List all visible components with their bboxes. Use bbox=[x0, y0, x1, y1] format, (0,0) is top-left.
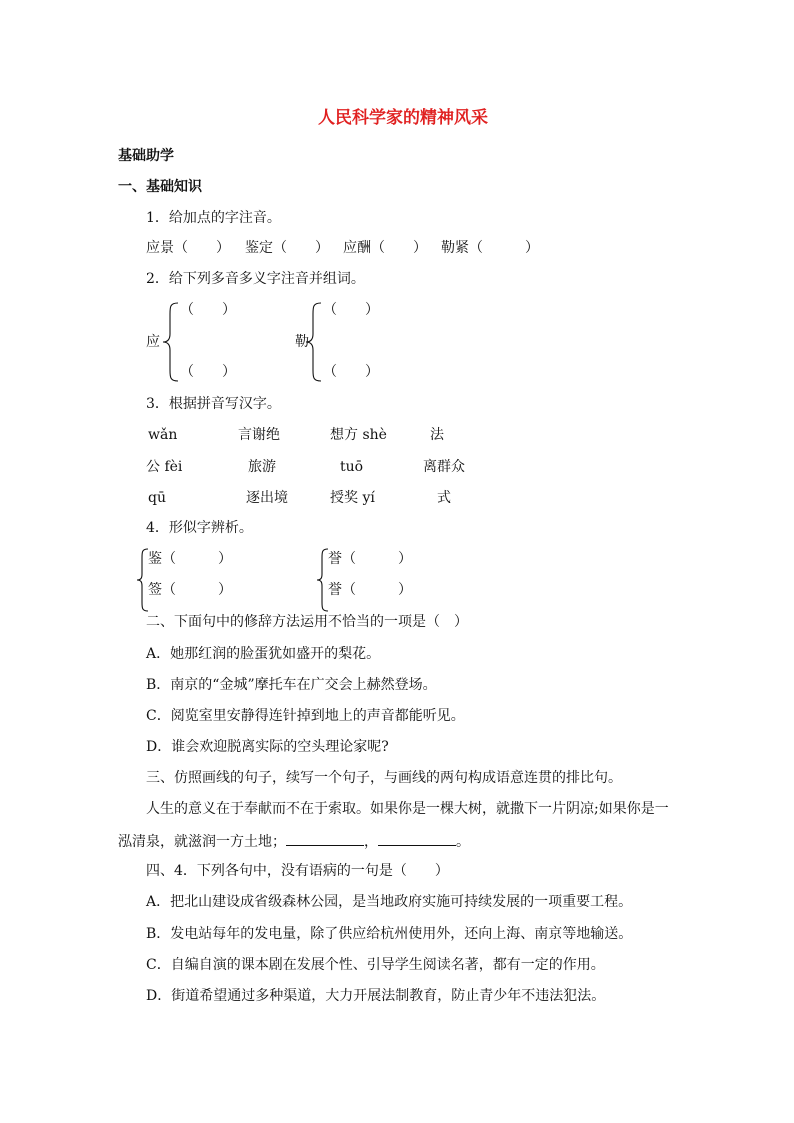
q3-cell: 法 bbox=[430, 427, 444, 443]
option-c: C．阅览室里安静得连针掉到地上的声音都能听见。 bbox=[146, 708, 465, 724]
q3-cell: 旅游 bbox=[248, 459, 276, 475]
part3-heading: 三、仿照画线的句子，续写一个句子，与画线的两句构成语意连贯的排比句。 bbox=[146, 770, 622, 786]
answer-blank[interactable] bbox=[286, 832, 364, 846]
option-b: B．南京的“金城”摩托车在广交会上赫然登场。 bbox=[146, 677, 437, 693]
q2-paren: （ ） bbox=[180, 364, 236, 380]
q4-item: 誉（ ） bbox=[328, 551, 412, 567]
brace-icon bbox=[305, 302, 323, 382]
q3-cell: 式 bbox=[437, 490, 451, 506]
part3-line2-text: 泓清泉，就滋润一方土地； bbox=[118, 834, 286, 850]
end-mark: 。 bbox=[456, 834, 470, 850]
part3-line1: 人生的意义在于奉献而不在于索取。如果你是一棵大树，就撒下一片阴凉;如果你是一 bbox=[146, 801, 669, 817]
q3-cell: qū bbox=[148, 490, 166, 506]
q4-prompt: 4．形似字辨析。 bbox=[146, 520, 253, 536]
q3-cell: 授奖 yí bbox=[330, 490, 375, 506]
q3-prompt: 3．根据拼音写汉字。 bbox=[146, 396, 281, 412]
separator: ， bbox=[364, 834, 378, 850]
q2-prompt: 2．给下列多音多义字注音并组词。 bbox=[146, 271, 365, 287]
q2-char: 应 bbox=[146, 334, 160, 350]
part1-heading: 一、基础知识 bbox=[118, 179, 202, 195]
q4-item: 誉（ ） bbox=[328, 582, 412, 598]
q2-char: 勒 bbox=[295, 334, 309, 350]
q3-cell: tuō bbox=[340, 459, 364, 475]
q3-cell: 想方 shè bbox=[330, 427, 387, 443]
option-d: D．谁会欢迎脱离实际的空头理论家呢? bbox=[146, 739, 389, 755]
part4-heading: 四、4．下列各句中，没有语病的一句是（ ） bbox=[146, 863, 449, 879]
option-d: D．街道希望通过多种渠道，大力开展法制教育，防止青少年不违法犯法。 bbox=[146, 988, 606, 1004]
q1-item: 鉴定（ ） bbox=[245, 240, 329, 256]
q3-cell: 逐出境 bbox=[246, 490, 288, 506]
option-c: C．自编自演的课本剧在发展个性、引导学生阅读名著，都有一定的作用。 bbox=[146, 957, 605, 973]
answer-blank[interactable] bbox=[378, 832, 456, 846]
option-a: A．把北山建设成省级森林公园，是当地政府实施可持续发展的一项重要工程。 bbox=[146, 894, 633, 910]
brace-icon bbox=[162, 302, 180, 382]
q4-item: 签（ ） bbox=[148, 582, 232, 598]
q2-paren: （ ） bbox=[323, 364, 379, 380]
q3-cell: 公 fèi bbox=[146, 459, 183, 475]
q3-cell: 言谢绝 bbox=[238, 427, 280, 443]
option-b: B．发电站每年的发电量，除了供应给杭州使用外，还向上海、南京等地输送。 bbox=[146, 926, 633, 942]
q1-item: 应酬（ ） bbox=[343, 240, 427, 256]
page-title: 人民科学家的精神风采 bbox=[318, 108, 488, 128]
q2-paren: （ ） bbox=[180, 302, 236, 318]
q3-cell: 离群众 bbox=[423, 459, 465, 475]
q1-prompt: 1．给加点的字注音。 bbox=[146, 210, 281, 226]
q3-cell: wǎn bbox=[148, 427, 178, 443]
section-heading: 基础助学 bbox=[118, 148, 174, 164]
q1-item: 应景（ ） bbox=[146, 240, 230, 256]
q2-paren: （ ） bbox=[323, 302, 379, 318]
option-a: A．她那红润的脸蛋犹如盛开的梨花。 bbox=[146, 646, 381, 662]
part3-line2 bbox=[118, 832, 470, 850]
part2-heading: 二、下面句中的修辞方法运用不恰当的一项是（ ） bbox=[146, 614, 468, 630]
q1-item: 勒紧（ ） bbox=[441, 240, 539, 256]
q4-item: 鉴（ ） bbox=[148, 551, 232, 567]
